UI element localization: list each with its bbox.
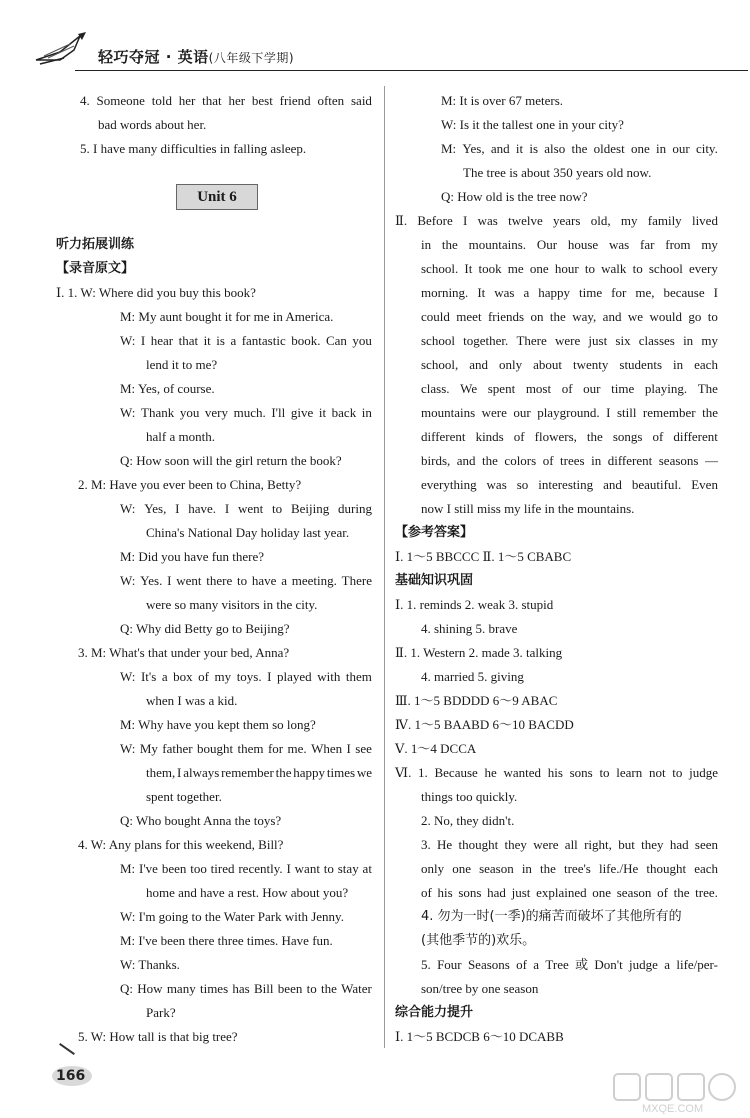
right-text-line: Ⅴ. 1～4 DCCA — [395, 741, 477, 756]
right-text-line: Ⅱ. 1. Western 2. made 3. talking — [395, 645, 563, 660]
right-text-line: school together. There were just six classes in my — [421, 333, 718, 348]
right-text-line: 5. Four Seasons of a Tree 或 Don't judge a life/per- — [421, 957, 718, 972]
left-text-line: M: I've been there three times. Have fun. — [120, 933, 333, 948]
left-text-line: Ⅰ. 1. W: Where did you buy this book? — [56, 285, 256, 300]
left-text-line: 听力拓展训练 — [56, 237, 135, 252]
right-text-line: school, and only about twenty students in each — [421, 357, 718, 372]
left-text-line: them, I always remember the happy times we — [146, 765, 372, 780]
right-text-line: 综合能力提升 — [395, 1005, 474, 1020]
left-text-line: Q: How many times has Bill been to the Water — [120, 981, 372, 996]
right-text-line: 4. shining 5. brave — [421, 621, 518, 636]
right-text-line: Ⅰ. 1. reminds 2. weak 3. stupid — [395, 597, 554, 612]
right-text-line: 基础知识巩固 — [395, 573, 474, 588]
right-text-line: son/tree by one season — [421, 981, 539, 996]
left-text-line: 5. I have many difficulties in falling asleep. — [80, 141, 307, 156]
left-text-line: M: My aunt bought it for me in America. — [120, 309, 334, 324]
quill-book-logo-icon — [30, 30, 90, 70]
right-text-line: 2. No, they didn't. — [421, 813, 515, 828]
left-text-line: W: Yes, I have. I went to Beijing during — [120, 501, 372, 516]
left-text-line: M: Yes, of course. — [120, 381, 215, 396]
left-text-line: 5. W: How tall is that big tree? — [78, 1029, 238, 1044]
right-text-line: now I still miss my life in the mountains. — [421, 501, 635, 516]
left-text-line: W: Thanks. — [120, 957, 180, 972]
footer-mark — [59, 1043, 75, 1055]
right-text-line: The tree is about 350 years old now. — [463, 165, 652, 180]
right-text-line: M: Yes, and it is also the oldest one in our city. — [441, 141, 718, 156]
left-text-line: W: Yes. I went there to have a meeting. There — [120, 573, 372, 588]
left-text-line: 4. Someone told her that her best friend often said — [80, 93, 372, 108]
brand-name: 轻巧夺冠 · 英语 — [98, 48, 209, 66]
left-text-line: home and have a rest. How about you? — [146, 885, 349, 900]
right-text-line: morning. It was a happy time for me, because I — [421, 285, 718, 300]
right-text-line: 4. 勿为一时(一季)的痛苦而破坏了其他所有的 — [421, 909, 682, 924]
left-text-line: were so many visitors in the city. — [146, 597, 318, 612]
right-text-line: 4. married 5. giving — [421, 669, 524, 684]
right-text-line: could meet friends on the way, and we would go to — [421, 309, 718, 324]
book-title — [98, 46, 294, 67]
right-text-line: birds, and the colors of trees in different seasons — — [421, 453, 718, 468]
right-text-line: Ⅰ. 1～5 BBCCC Ⅱ. 1～5 CBABC — [395, 549, 572, 564]
svg-text:MXQE.COM: MXQE.COM — [642, 1103, 704, 1114]
left-text-line: China's National Day holiday last year. — [146, 525, 350, 540]
right-text-line: Ⅵ. 1. Because he wanted his sons to learn not to judge — [395, 765, 718, 780]
left-text-line: Q: How soon will the girl return the book? — [120, 453, 342, 468]
left-text-line: 3. M: What's that under your bed, Anna? — [78, 645, 290, 660]
left-text-line: Q: Why did Betty go to Beijing? — [120, 621, 290, 636]
left-text-line: W: I hear that it is a fantastic book. Can you — [120, 333, 372, 348]
left-text-line: Q: Who bought Anna the toys? — [120, 813, 282, 828]
left-text-line: lend it to me? — [146, 357, 218, 372]
right-text-line: school. It took me one hour to walk to school every — [421, 261, 718, 276]
right-text-line: Ⅱ. Before I was twelve years old, my family lived — [395, 213, 718, 228]
left-text-line: M: I've been too tired recently. I want to stay at — [120, 861, 372, 876]
left-text-line: half a month. — [146, 429, 215, 444]
right-text-line: M: It is over 67 meters. — [441, 93, 564, 108]
right-text-line: Ⅲ. 1～5 BDDDD 6～9 ABAC — [395, 693, 558, 708]
right-text-line: (其他季节的)欢乐。 — [421, 933, 536, 948]
left-text-line: when I was a kid. — [146, 693, 238, 708]
header-rule — [75, 70, 748, 71]
grade-subtitle: (八年级下学期) — [208, 51, 295, 65]
right-text-line: only one season in the tree's life./He thought each — [421, 861, 718, 876]
right-text-line: of his sons had just explained one season of the tree. — [421, 885, 718, 900]
left-text-line: M: Did you have fun there? — [120, 549, 265, 564]
left-text-line: W: Thank you very much. I'll give it back in — [120, 405, 372, 420]
watermark-logo — [612, 1070, 740, 1114]
right-text-line: in the mountains. Our house was far from my — [421, 237, 718, 252]
left-text-line: Park? — [146, 1005, 176, 1020]
right-text-line: things too quickly. — [421, 789, 518, 804]
page-number: 166 — [56, 1068, 86, 1084]
left-text-line: 2. M: Have you ever been to China, Betty? — [78, 477, 302, 492]
right-text-line: W: Is it the tallest one in your city? — [441, 117, 624, 132]
left-text-line: M: Why have you kept them so long? — [120, 717, 316, 732]
page-header — [30, 30, 720, 74]
column-divider — [384, 86, 385, 1048]
left-text-line: bad words about her. — [98, 117, 207, 132]
left-text-line: 4. W: Any plans for this weekend, Bill? — [78, 837, 284, 852]
right-text-line: 【参考答案】 — [395, 525, 474, 540]
left-text-line: W: It's a box of my toys. I played with them — [120, 669, 372, 684]
left-text-line: 【录音原文】 — [56, 261, 135, 276]
left-text-line: W: My father bought them for me. When I see — [120, 741, 372, 756]
right-text-line: Ⅳ. 1～5 BAABD 6～10 BACDD — [395, 717, 574, 732]
right-text-line: everything was so interesting and beautiful. Even — [421, 477, 718, 492]
right-text-line: Q: How old is the tree now? — [441, 189, 588, 204]
left-text-line: W: I'm going to the Water Park with Jenny. — [120, 909, 344, 924]
right-text-line: Ⅰ. 1～5 BCDCB 6～10 DCABB — [395, 1029, 564, 1044]
right-text-line: different kinds of flowers, the songs of different — [421, 429, 718, 444]
right-text-line: 3. He thought they were all right, but they had seen — [421, 837, 718, 852]
left-text-line: spent together. — [146, 789, 222, 804]
right-text-line: mountains were our playground. I still remember the — [421, 405, 718, 420]
right-text-line: class. We spent most of our time playing. The — [421, 381, 718, 396]
unit-heading: Unit 6 — [176, 184, 258, 210]
